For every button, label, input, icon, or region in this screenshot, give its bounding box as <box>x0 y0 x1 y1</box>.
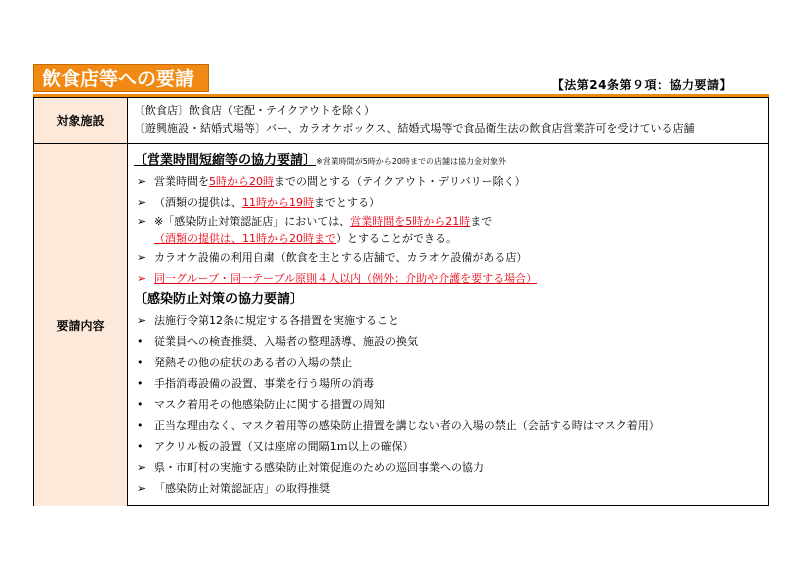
request-content-label: 要請内容 <box>34 144 128 506</box>
target-facilities-content <box>134 102 762 138</box>
arrow-bullet-icon: ➢ <box>137 215 147 228</box>
list-item: ➢ 営業時間を5時から20時までの間とする（テイクアウト・デリバリー除く） <box>134 171 762 192</box>
list-item: ➢ カラオケ設備の利用自粛（飲食を主とする店舗で、カラオケ設備がある店） <box>134 247 762 268</box>
target-facilities-row <box>34 98 768 144</box>
section-heading-infection: 〔感染防止対策の協力要請〕 <box>134 292 304 307</box>
emphasis-text: 11時から19時 <box>242 196 314 209</box>
arrow-bullet-icon: ➢ <box>137 196 147 209</box>
section-note: ※営業時間が5時から20時までの店舗は協力金対象外 <box>316 157 506 166</box>
list-item: ➢ （酒類の提供は、11時から19時までとする） <box>134 192 762 213</box>
list-item: ➢ 同一グループ・同一テーブル原則４人以内（例外：介助や介護を要する場合） <box>134 268 762 289</box>
arrow-bullet-icon: ➢ <box>137 314 147 327</box>
target-facilities-label: 対象施設 <box>34 98 128 143</box>
dot-bullet-icon: • <box>137 377 144 390</box>
list-item: • マスク着用その他感染防止に関する措置の周知 <box>134 394 762 415</box>
arrow-bullet-icon: ➢ <box>137 272 147 285</box>
dot-bullet-icon: • <box>137 335 144 348</box>
list-item: ➢ ※「感染防止対策認証店」においては、営業時間を5時から21時まで （酒類の提供は、11時から20時まで）とすることができる。 <box>137 215 493 245</box>
request-content <box>134 150 762 499</box>
list-item: ➢ 「感染防止対策認証店」の取得推奨 <box>134 478 762 499</box>
section-heading-text: 〔営業時間短縮等の協力要請〕 <box>134 153 317 168</box>
emphasis-text: 営業時間を5時から21時 <box>350 215 471 228</box>
dot-bullet-icon: • <box>137 440 144 453</box>
arrow-bullet-icon: ➢ <box>137 482 147 495</box>
arrow-bullet-icon: ➢ <box>137 251 147 264</box>
emphasis-text: 5時から20時 <box>209 175 274 188</box>
list-item: • アクリル板の設置（又は座席の間隔1ｍ以上の確保） <box>134 436 762 457</box>
page-title: 飲食店等への要請 <box>33 64 209 92</box>
list-item: • 発熱その他の症状のある者の入場の禁止 <box>134 352 762 373</box>
target-line: 〔遊興施設・結婚式場等〕バー、カラオケボックス、結婚式場等で食品衛生法の飲食店営業許可を受けている店舗 <box>134 122 695 135</box>
list-item: ➢ 県・市町村の実施する感染防止対策促進のための巡回事業への協力 <box>134 457 762 478</box>
arrow-bullet-icon: ➢ <box>137 175 147 188</box>
arrow-bullet-icon: ➢ <box>137 461 147 474</box>
dot-bullet-icon: • <box>137 398 144 411</box>
request-table <box>33 97 769 506</box>
section-heading-hours <box>134 150 762 171</box>
dot-bullet-icon: • <box>137 419 144 432</box>
target-line: 〔飲食店〕飲食店（宅配・テイクアウトを除く） <box>134 104 376 117</box>
list-item: • 手指消毒設備の設置、事業を行う場所の消毒 <box>134 373 762 394</box>
list-item: • 従業員への検査推奨、入場者の整理誘導、施設の換気 <box>134 331 762 352</box>
list-item: • 正当な理由なく、マスク着用等の感染防止措置を講じない者の入場の禁止（会話する時はマスク着用） <box>134 415 762 436</box>
request-content-row <box>34 144 768 506</box>
list-item: ➢ 法施行令第12条に規定する各措置を実施すること <box>134 310 762 331</box>
emphasis-text: （酒類の提供は、11時から20時まで <box>154 232 336 245</box>
law-reference: 【法第24条第９項：協力要請】 <box>551 78 732 92</box>
dot-bullet-icon: • <box>137 356 144 369</box>
